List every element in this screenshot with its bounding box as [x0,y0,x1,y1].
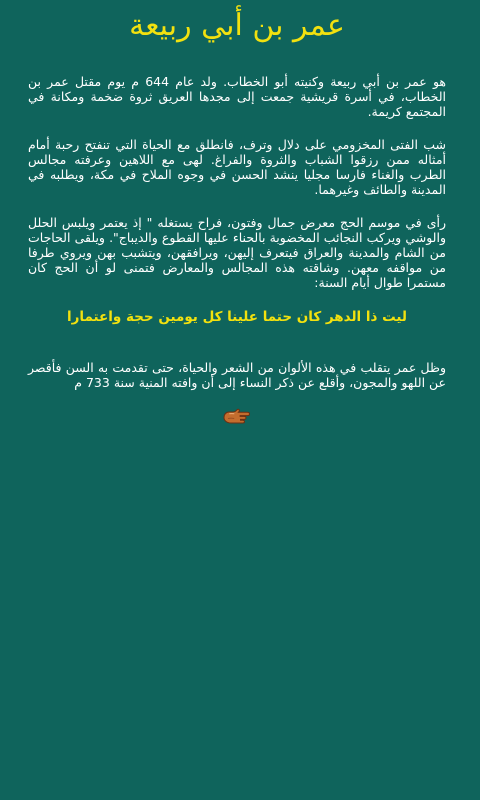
navigation-area [28,408,446,424]
paragraph-hajj: رأى في موسم الحج معرض جمال وفتون، فراح يستغله " إذ يعتمر ويلبس الحلل والوشي ويركب النجائب المخضوبة بالحناء عليها القطوع والديباج". ويلقى الحاجات من الشام والمدينة والعراق فيتعرف إليهن، ويرافقهن، ويتشبب بهن ويروي طرفا من مواقفه معهن. وشاقته هذه المجالس والمعارض فتمنى لو أن الحج كان مستمرا طوال أيام السنة: [28,215,446,290]
biography-content [28,74,446,390]
paragraph-youth: شب الفتى المخزومي على دلال وترف، فانطلق مع الحياة التي تنفتح رحبة أمام أمثاله ممن رزقوا الشباب والثروة والفراغ. لهى مع اللاهين وعرفته مجالس الطرب والغناء فارسا مجليا ينشد الحسن في وجوه الملاح في مكة، ويطلبه في المدينة والطائف وغيرهما. [28,137,446,197]
poetry-verse: ليت ذا الدهر كان حتما علينا كل يومين حجة واعتمارا [67,309,407,325]
paragraph-intro: هو عمر بن أبي ربيعة وكنيته أبو الخطاب. ولد عام 644 م يوم مقتل عمر بن الخطاب، في أسرة قريشية جمعت إلى مجدها العريق ثروة ضخمة ومكانة في المجتمع كريمة. [28,74,446,119]
pointing-hand-icon [223,408,251,424]
next-page-button[interactable] [223,408,251,424]
paragraph-closing: وظل عمر يتقلب في هذه الألوان من الشعر والحياة، حتى تقدمت به السن فأقصر عن اللهو والمجون، وأقلع عن ذكر النساء إلى أن وافته المنية سنة 733 م [28,360,446,390]
page-title: عمر بن أبي ربيعة [129,8,345,43]
